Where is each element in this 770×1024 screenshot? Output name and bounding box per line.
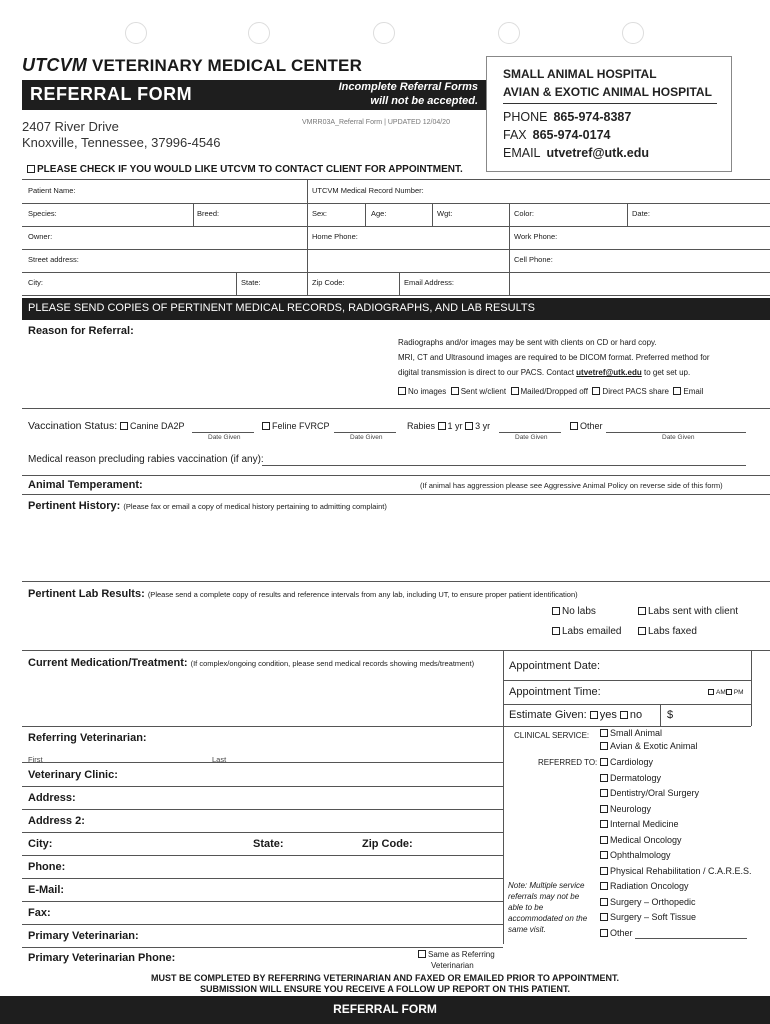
date-given-caption: Date Given xyxy=(515,434,548,441)
service-option[interactable]: Neurology xyxy=(600,804,651,814)
vaccination-row: Vaccination Status: xyxy=(28,420,118,432)
no-images-option[interactable]: No images xyxy=(398,387,446,396)
estimate-given-row: Estimate Given: yes no xyxy=(509,709,643,721)
labs-emailed-checkbox[interactable]: Labs emailed xyxy=(552,626,621,637)
vet-email-field[interactable]: E-Mail: xyxy=(28,884,65,896)
referred-to-label: REFERRED TO: xyxy=(538,758,598,767)
hospital-email: EMAIL utvetref@utk.edu xyxy=(503,146,649,160)
address2-field[interactable]: Address 2: xyxy=(28,815,85,827)
multiple-service-note: Note: Multiple service referrals may not be able to be accommodated on the same visit. xyxy=(508,881,588,934)
first-name-caption: First xyxy=(28,755,43,764)
service-option[interactable]: Surgery – Orthopedic xyxy=(600,897,696,907)
service-option[interactable]: Ophthalmology xyxy=(600,850,671,860)
service-option[interactable]: Other xyxy=(600,928,633,938)
other-vaccine-checkbox[interactable]: Other xyxy=(570,421,603,431)
footer-line-2: SUBMISSION WILL ENSURE YOU RECEIVE A FOLLOW UP REPORT ON THIS PATIENT. xyxy=(199,984,571,994)
image-options xyxy=(398,387,703,396)
small-animal-checkbox[interactable]: Small Animal xyxy=(600,728,662,738)
referring-vet-label[interactable]: Referring Veterinarian: xyxy=(28,732,147,744)
mailed-option[interactable]: Mailed/Dropped off xyxy=(511,387,588,396)
last-name-caption: Last xyxy=(212,755,227,764)
temperament-note: (If animal has aggression please see Aggressive Animal Policy on reverse side of this form) xyxy=(420,481,723,490)
contact-client-checkbox-row[interactable]: PLEASE CHECK IF YOU WOULD LIKE UTCVM TO CONTACT CLIENT FOR APPOINTMENT. xyxy=(27,164,463,175)
hospital-line-1: SMALL ANIMAL HOSPITAL xyxy=(503,67,657,81)
pacs-option[interactable]: Direct PACS share xyxy=(592,387,669,396)
center-title: VETERINARY MEDICAL CENTER xyxy=(91,56,363,75)
vet-state-field[interactable]: State: xyxy=(253,838,284,850)
images-info-1: Radiographs and/or images may be sent with clients on CD or hard copy. xyxy=(398,338,657,347)
city-field[interactable]: City: xyxy=(28,278,43,287)
warning-line-2: will not be accepted. xyxy=(370,95,478,107)
service-option[interactable]: Surgery – Soft Tissue xyxy=(600,912,696,922)
labs-sent-checkbox[interactable]: Labs sent with client xyxy=(638,606,738,617)
pacs-email-link[interactable]: utvetref@utk.edu xyxy=(576,368,642,377)
service-option[interactable]: Cardiology xyxy=(600,757,653,767)
utcvm-logo-mark: UTCVM xyxy=(22,55,87,75)
warning-line-1: Incomplete Referral Forms xyxy=(338,81,478,93)
cell-phone-field[interactable]: Cell Phone: xyxy=(514,255,553,264)
service-option[interactable]: Radiation Oncology xyxy=(600,881,689,891)
same-as-referring-checkbox[interactable]: Same as Referring xyxy=(418,950,495,959)
banner-title: REFERRAL FORM xyxy=(30,84,193,104)
hospital-contact-box xyxy=(486,56,732,172)
service-option[interactable]: Physical Rehabilitation / C.A.R.E.S. xyxy=(600,866,752,876)
patient-name-field[interactable]: Patient Name: xyxy=(28,186,76,195)
vet-fax-field[interactable]: Fax: xyxy=(28,907,51,919)
canine-checkbox[interactable]: Canine DA2P xyxy=(120,421,185,431)
email-field[interactable]: Email Address: xyxy=(404,278,455,287)
state-field[interactable]: State: xyxy=(241,278,261,287)
color-field[interactable]: Color: xyxy=(514,209,535,218)
avian-exotic-checkbox[interactable]: Avian & Exotic Animal xyxy=(600,741,697,751)
date-given-caption: Date Given xyxy=(350,434,383,441)
owner-field[interactable]: Owner: xyxy=(28,232,53,241)
service-option[interactable]: Internal Medicine xyxy=(600,819,679,829)
footer-bar: REFERRAL FORM xyxy=(0,996,770,1024)
address-line-2: Knoxville, Tennessee, 37996-4546 xyxy=(22,135,221,150)
hospital-phone: PHONE 865-974-8387 xyxy=(503,110,632,124)
clinic-field[interactable]: Veterinary Clinic: xyxy=(28,769,118,781)
vet-zip-field[interactable]: Zip Code: xyxy=(362,838,413,850)
vet-phone-field[interactable]: Phone: xyxy=(28,861,66,873)
form-banner xyxy=(22,80,486,110)
appointment-time-label[interactable]: Appointment Time: xyxy=(509,686,601,698)
hospital-fax: FAX 865-974-0174 xyxy=(503,128,611,142)
am-pm-toggle[interactable]: AM PM xyxy=(708,689,744,696)
records-section-bar: PLEASE SEND COPIES OF PERTINENT MEDICAL RECORDS, RADIOGRAPHS, AND LAB RESULTS xyxy=(22,298,770,320)
record-number-field[interactable]: UTCVM Medical Record Number: xyxy=(312,186,424,195)
history-label: Pertinent History: (Please fax or email a copy of medical history pertaining to admitting complaint) xyxy=(28,500,387,512)
form-id: VMRR03A_Referral Form | UPDATED 12/04/20 xyxy=(302,119,450,126)
clinical-service-label: CLINICAL SERVICE: xyxy=(514,731,590,740)
estimate-yes-checkbox[interactable]: yes xyxy=(590,709,617,721)
logo xyxy=(22,55,362,76)
reason-for-referral-label: Reason for Referral: xyxy=(28,325,134,337)
primary-vet-phone-field[interactable]: Primary Veterinarian Phone: xyxy=(28,952,176,964)
same-as-referring-caption: Veterinarian xyxy=(431,961,474,970)
images-info-2: MRI, CT and Ultrasound images are required to be DICOM format. Preferred method for xyxy=(398,353,710,362)
date-given-caption: Date Given xyxy=(662,434,695,441)
feline-checkbox[interactable]: Feline FVRCP xyxy=(262,421,330,431)
rabies-field[interactable]: Rabies 1 yr 3 yr xyxy=(407,421,491,431)
email-option[interactable]: Email xyxy=(673,387,703,396)
weight-field[interactable]: Wgt: xyxy=(437,209,453,218)
date-field[interactable]: Date: xyxy=(632,209,650,218)
hospital-line-2: AVIAN & EXOTIC ANIMAL HOSPITAL xyxy=(503,85,712,99)
estimate-no-checkbox[interactable]: no xyxy=(620,709,642,721)
vet-city-field[interactable]: City: xyxy=(28,838,53,850)
labs-faxed-checkbox[interactable]: Labs faxed xyxy=(638,626,697,637)
appointment-date-label[interactable]: Appointment Date: xyxy=(509,660,601,672)
rabies-exemption-label: Medical reason precluding rabies vaccination (if any): xyxy=(28,454,264,465)
date-given-caption: Date Given xyxy=(208,434,241,441)
sex-field[interactable]: Sex: xyxy=(312,209,328,218)
work-phone-field[interactable]: Work Phone: xyxy=(514,232,558,241)
age-field[interactable]: Age: xyxy=(371,209,387,218)
street-field[interactable]: Street address: xyxy=(28,255,79,264)
footer-line-1: MUST BE COMPLETED BY REFERRING VETERINARIAN AND FAXED OR EMAILED PRIOR TO APPOINTMENT. xyxy=(150,973,620,983)
address-line-1: 2407 River Drive xyxy=(22,119,119,134)
no-labs-checkbox[interactable]: No labs xyxy=(552,606,596,617)
address-field[interactable]: Address: xyxy=(28,792,76,804)
temperament-label: Animal Temperament: xyxy=(28,479,143,491)
service-option[interactable]: Dermatology xyxy=(600,773,661,783)
primary-vet-field[interactable]: Primary Veterinarian: xyxy=(28,930,139,942)
service-option[interactable]: Dentistry/Oral Surgery xyxy=(600,788,699,798)
medication-label: Current Medication/Treatment: (If complex/ongoing condition, please send medical records showing meds/treatment) xyxy=(28,657,475,669)
species-field[interactable]: Species: xyxy=(28,209,57,218)
home-phone-field[interactable]: Home Phone: xyxy=(312,232,358,241)
lab-results-label: Pertinent Lab Results: (Please send a complete copy of results and reference intervals from any lab, including UT, to ensure proper patient identification) xyxy=(28,588,578,600)
checkbox-icon[interactable] xyxy=(27,165,35,173)
zip-field[interactable]: Zip Code: xyxy=(312,278,345,287)
images-info-3: digital transmission is direct to our PACS. Contact utvetref@utk.edu to get set up. xyxy=(398,368,691,377)
estimate-amount-field[interactable]: $ xyxy=(667,709,674,721)
breed-field[interactable]: Breed: xyxy=(197,209,220,218)
service-option[interactable]: Medical Oncology xyxy=(600,835,682,845)
sent-with-client-option[interactable]: Sent w/client xyxy=(451,387,506,396)
